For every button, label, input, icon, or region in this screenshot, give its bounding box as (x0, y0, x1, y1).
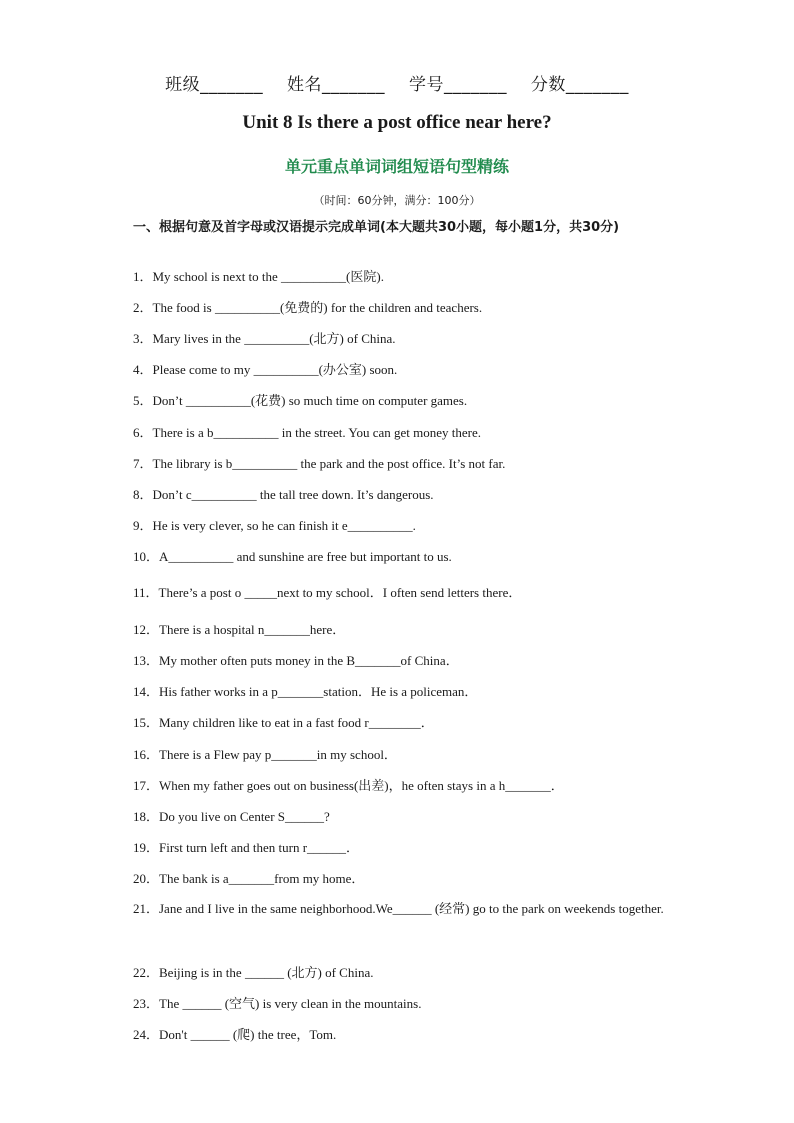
question-item: 10．A__________ and sunshine are free but important to us. (133, 549, 452, 564)
question-item: 19．First turn left and then turn r______． (133, 840, 360, 855)
question-item: 13．My mother often puts money in the B_______of China． (133, 653, 459, 668)
question-item: 1．My school is next to the __________(医院). (133, 269, 384, 284)
class-field[interactable]: 班级_______ (165, 75, 264, 95)
question-item: 12．There is a hospital n_______here． (133, 622, 346, 637)
question-item: 5．Don’t __________(花费) so much time on computer games. (133, 393, 468, 408)
student-id-field[interactable]: 学号_______ (408, 75, 507, 95)
score-field[interactable]: 分数_______ (530, 75, 629, 95)
question-item: 24．Don't ______ (爬) the tree，Tom. (133, 1027, 337, 1042)
question-item: 14．His father works in a p_______station．He is a policeman． (133, 684, 478, 699)
time-note: （时间：60分钟，满分：100分） (313, 194, 481, 207)
question-item: 21．Jane and I live in the same neighborhood.We______ (经常) go to the park on weekends together. (133, 901, 664, 916)
question-item: 2．The food is __________(免费的) for the children and teachers. (133, 300, 483, 315)
question-item: 16．There is a Flew pay p_______in my school． (133, 747, 397, 762)
page-subtitle: 单元重点单词词组短语句型精练 (284, 157, 509, 176)
question-item: 8．Don’t c__________ the tall tree down. It’s dangerous. (133, 487, 434, 502)
section-heading: 一、根据句意及首字母或汉语提示完成单词(本大题共30小题，每小题1分，共30分) (133, 220, 620, 235)
student-info-line (0, 70, 794, 95)
question-item: 18．Do you live on Center S______? (133, 809, 330, 824)
question-item: 15．Many children like to eat in a fast food r________． (133, 715, 434, 730)
question-item: 6．There is a b__________ in the street. You can get money there. (133, 425, 482, 440)
question-item: 22．Beijing is in the ______ (北方) of China. (133, 965, 374, 980)
page-title: Unit 8 Is there a post office near here? (242, 112, 552, 133)
question-item: 23．The ______ (空气) is very clean in the mountains. (133, 996, 422, 1011)
question-item: 7．The library is b__________ the park and the post office. It’s not far. (133, 456, 506, 471)
question-item: 4．Please come to my __________(办公室) soon. (133, 362, 398, 377)
question-item: 11．There’s a post o _____next to my school．I often send letters there． (133, 585, 522, 600)
question-item: 17．When my father goes out on business(出差)，he often stays in a h_______． (133, 778, 564, 793)
question-item: 20．The bank is a_______from my home． (133, 871, 365, 886)
question-item: 9．He is very clever, so he can finish it e__________. (133, 518, 416, 533)
question-item: 3．Mary lives in the __________(北方) of China. (133, 331, 396, 346)
name-field[interactable]: 姓名_______ (287, 75, 386, 95)
